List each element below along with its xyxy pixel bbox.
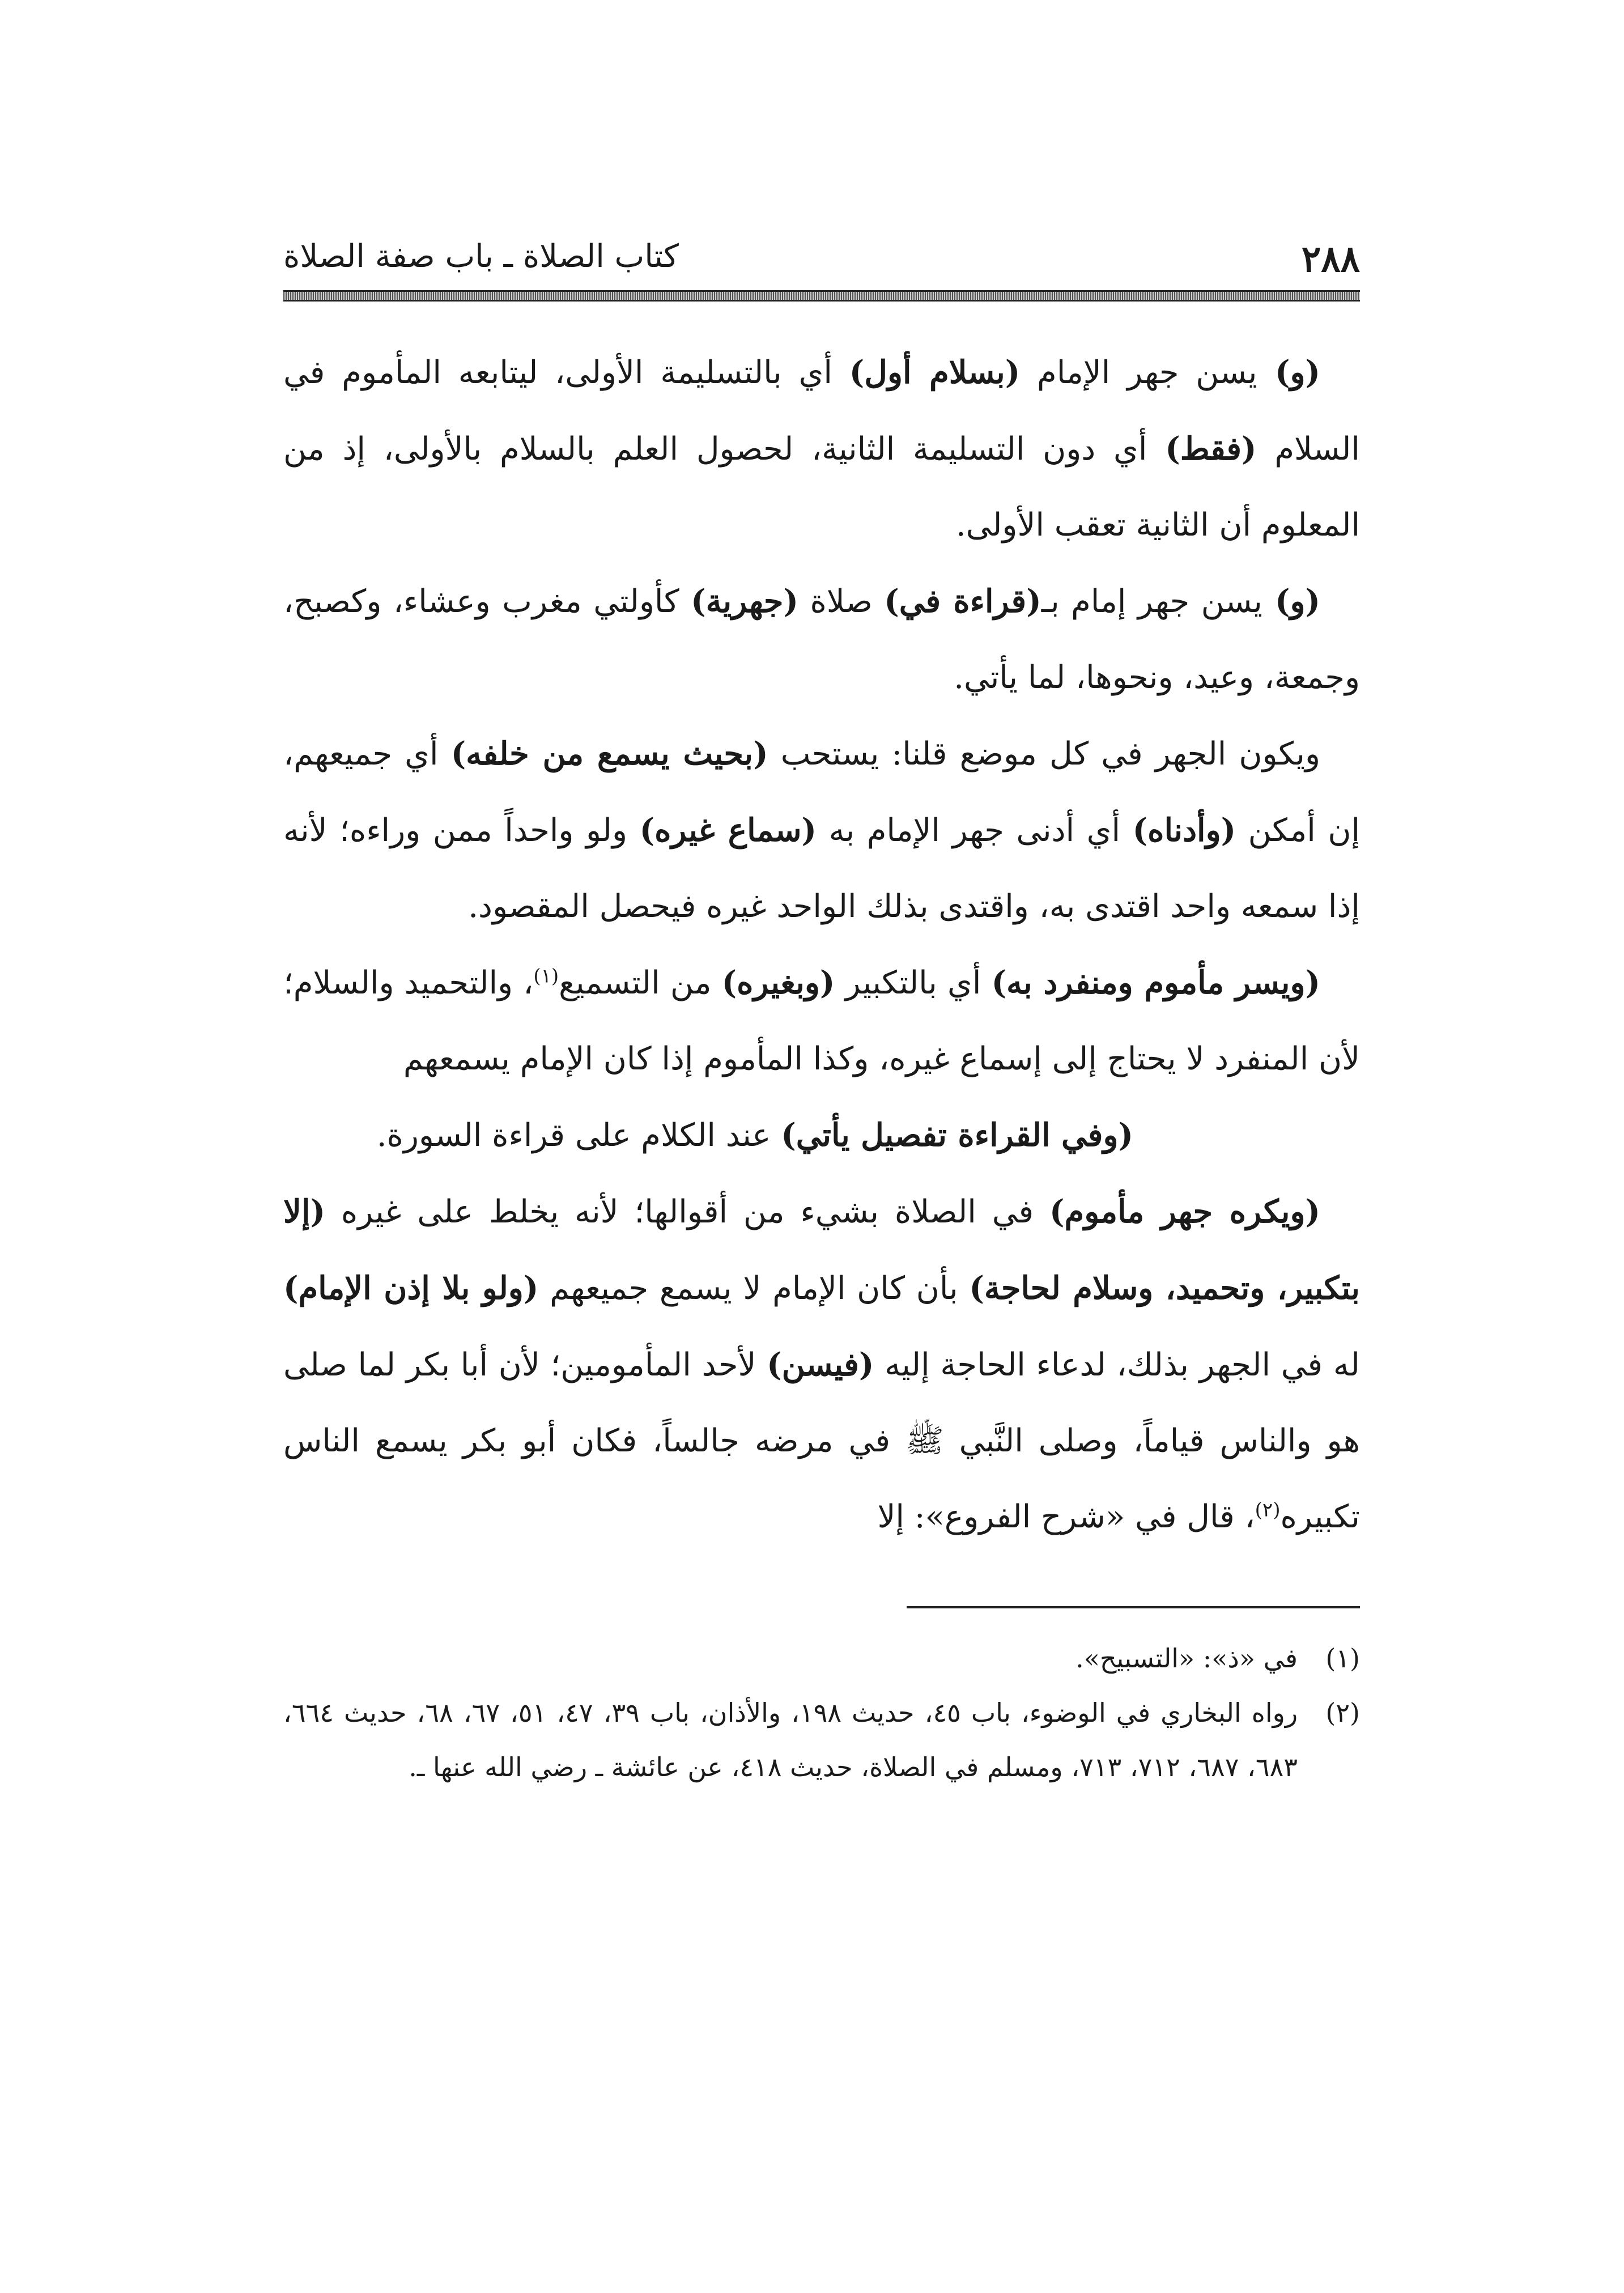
sharh-text: ويكون الجهر في كل موضع قلنا: يستحب <box>768 736 1320 772</box>
sharh-text: عند الكلام على قراءة السورة. <box>376 1117 781 1154</box>
matn-text: (إلا بتكبير، وتحميد، وسلام لحاجة) <box>283 1193 1360 1307</box>
sharh-text: في الصلاة بشيء من أقوالها؛ لأنه يخلط على غيره <box>325 1194 1050 1230</box>
matn-text: (وأدناه) <box>1132 812 1236 849</box>
matn-text: (و) <box>1262 583 1321 620</box>
sharh-text: بأن كان الإمام لا يسمع جميعهم <box>538 1270 970 1307</box>
matn-text: (بحيث يسمع من خلفه) <box>450 735 768 772</box>
paragraph <box>283 945 1360 1097</box>
paragraph <box>283 563 1360 716</box>
footnote-divider <box>907 1606 1360 1608</box>
matn-text: (وبغيره) <box>721 964 835 1001</box>
paragraph <box>283 334 1360 563</box>
matn-text: (بسلام أول) <box>849 354 1021 391</box>
matn-text: (ويكره جهر مأموم) <box>1049 1193 1320 1230</box>
sharh-text: أي جميعهم، إن أمكن <box>283 736 1361 849</box>
sharh-text: أي بالتسليمة الأولى، ليتابعه المأموم في السلام <box>283 354 1360 468</box>
matn-text: (ويسر مأموم ومنفرد به) <box>991 964 1321 1001</box>
matn-text: (ولو بلا إذن الإمام) <box>283 1269 539 1307</box>
sharh-text: يسن جهر الإمام <box>1020 354 1257 391</box>
matn-text: (جهرية) <box>691 583 799 620</box>
header-rule <box>283 290 1360 302</box>
matn-text: (فقط) <box>1165 430 1257 468</box>
footnote-item <box>283 1685 1360 1794</box>
footnote-text: رواه البخاري في الوضوء، باب ٤٥، حديث ١٩٨، والأذان، باب ٣٩، ٤٧، ٥١، ٦٧، ٦٨، حديث ٦٦٤، ٦٨٣، ٦٨٧، ٧١٢، ٧١٣، ومسلم في الصلاة، حديث ٤١٨، عن عائشة ـ رضي الله عنها ـ. <box>283 1697 1298 1782</box>
paragraph <box>283 1174 1360 1555</box>
running-title: كتاب الصلاة ـ باب صفة الصلاة <box>283 238 679 275</box>
footnote-item <box>283 1631 1360 1685</box>
sharh-text: أي بالتكبير <box>835 965 992 1001</box>
sharh-text: ، قال في «شرح الفروع»: إلا <box>877 1498 1255 1535</box>
footnote-number: (١) <box>1325 1643 1360 1674</box>
sharh-text: صلاة <box>798 583 885 620</box>
matn-text: (وفي القراءة تفصيل يأتي) <box>781 1116 1133 1154</box>
matn-text: (فيسن) <box>767 1346 874 1383</box>
page-number: ٢٨٨ <box>1301 238 1360 281</box>
matn-text: (قراءة في) <box>884 583 1041 620</box>
sharh-text: أي أدنى جهر الإمام به <box>817 812 1133 849</box>
footnote-ref: (١) <box>533 965 559 988</box>
sharh-text: أي دون التسليمة الثانية، لحصول العلم بالسلام بالأولى، إذ من المعلوم أن الثانية تعقب الأولى. <box>283 431 1360 543</box>
sharh-text: ولو واحداً ممن وراءه؛ لأنه إذا سمعه واحد اقتدى به، واقتدى بذلك الواحد غيره فيحصل المقصود. <box>283 812 1360 925</box>
matn-text: (و) <box>1257 354 1320 391</box>
sharh-text: ، والتحميد والسلام؛ لأن المنفرد لا يحتاج إلى إسماع غيره، وكذا المأموم إذا كان الإمام يسمعهم <box>283 965 1360 1077</box>
paragraph <box>283 1097 1360 1174</box>
matn-text: (سماع غيره) <box>639 812 817 849</box>
page-header <box>283 227 1360 295</box>
footnote-text: في «ذ»: «التسبيح». <box>1075 1643 1298 1674</box>
footnote-number: (٢) <box>1325 1697 1360 1728</box>
paragraph <box>283 716 1360 945</box>
sharh-text: كأولتي مغرب وعشاء، وكصبح، وجمعة، وعيد، ونحوها، لما يأتي. <box>283 583 1360 696</box>
sharh-text: من التسميع <box>559 965 722 1001</box>
sharh-text: له في الجهر بذلك، لدعاء الحاجة إليه <box>874 1347 1360 1383</box>
footnotes <box>283 1631 1360 1794</box>
footnote-ref: (٢) <box>1255 1498 1281 1522</box>
sharh-text: يسن جهر إمام بـ <box>1041 583 1262 620</box>
sharh-text: لأحد المأمومين؛ لأن أبا بكر لما صلى هو والناس قياماً، وصلى النَّبي ﷺ في مرضه جالساً، فكان أبو بكر يسمع الناس تكبيره <box>283 1347 1360 1535</box>
book-page <box>283 227 1360 1794</box>
main-text <box>283 334 1360 1555</box>
